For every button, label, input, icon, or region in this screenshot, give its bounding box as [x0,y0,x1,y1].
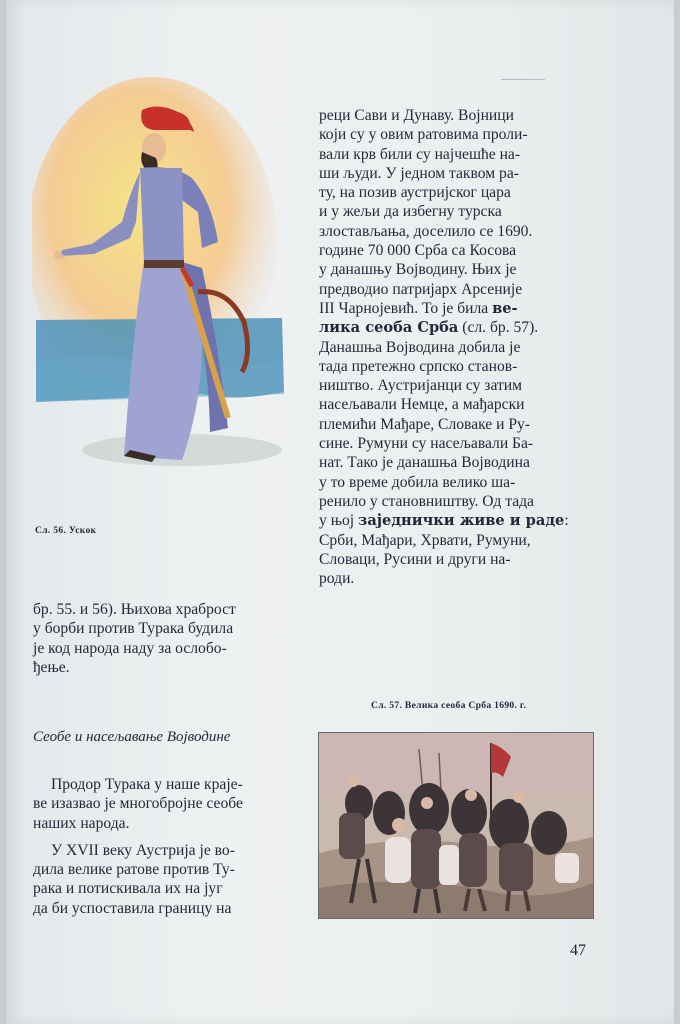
text-line: у то време добила велико ша- [319,473,516,491]
text-line: нат. Тако је данашња Војводина [319,454,530,472]
text-line: племићи Мађаре, Словаке и Ру- [319,415,531,433]
text-span: : [564,512,569,530]
text-line: бр. 55. и 56). Њихова храброст [33,601,236,618]
great-migration-painting [318,732,594,919]
text-line: наших народа. [33,814,130,832]
uskok-illustration [32,72,294,472]
text-line: дила велике ратове против Ту- [33,861,235,879]
text-line: предводио патријарх Арсеније [319,280,523,298]
section-body [33,775,300,918]
text-line: ренило у становништву. Од тада [319,492,534,510]
text-line: године 70 000 Срба са Косова [319,242,517,260]
text-line: насељавали Немце, а мађарски [319,396,525,414]
page-number: 47 [570,942,586,959]
figure-56-caption: Сл. 56. Ускок [35,525,97,536]
text-line [319,299,590,318]
text-line: који су у овим ратовима проли- [319,126,528,144]
text-line: Срби, Мађари, Хрвати, Румуни, [319,531,531,549]
bold-term: заједнички живе и раде [358,512,565,530]
text-line: сине. Румуни су насељавали Ба- [319,435,534,453]
bold-term: лика сеоба Срба [319,319,459,337]
text-line: Словаци, Русини и други на- [319,550,511,568]
paragraph-2 [33,841,300,918]
text-line [319,318,590,337]
text-line: ништво. Аустријанци су затим [319,377,523,395]
text-line: ве изазвао је многобројне сеобе [33,795,243,813]
figure-57-caption: Сл. 57. Велика сеоба Срба 1690. г. [371,700,527,711]
text-line: Продор Турака у наше краје- [51,776,243,793]
left-continuation-text [33,600,300,677]
section-heading: Сеобе и насељавање Војводине [33,729,231,745]
text-line [319,511,590,530]
text-line: у борби против Турака будила [33,620,234,638]
bold-term: ве- [492,299,518,317]
text-line: злостављања, доселило се 1690. [319,222,533,240]
right-column-text [319,106,590,588]
text-line: у данашњу Војводину. Њих је [319,261,517,279]
text-line: је код народа наду за ослобо- [33,639,227,657]
text-line: рака и потискивала их на југ [33,880,223,898]
text-line: и у жељи да избегну турска [319,203,502,221]
text-span: III Чарнојевић. То је била [319,299,493,317]
paragraph-1 [33,775,300,833]
text-line: Данашња Војводина добила је [319,338,521,356]
text-line: ђење. [33,658,70,676]
text-line: да би успоставила границу на [33,899,232,917]
book-page [6,0,674,1024]
text-line: тада претежно српско станов- [319,357,518,375]
text-span: у њој [319,512,358,530]
text-line: ши људи. У једном таквом ра- [319,164,519,182]
text-span: (сл. бр. 57). [458,319,539,337]
divider-line [501,79,545,80]
text-line: реци Сави и Дунаву. Војници [319,107,514,124]
text-line: ту, на позив аустријског цара [319,184,511,202]
text-line: вали крв били су најчешће на- [319,145,521,163]
text-line: роди. [319,570,355,588]
text-line: У XVII веку Аустрија је во- [51,841,235,859]
